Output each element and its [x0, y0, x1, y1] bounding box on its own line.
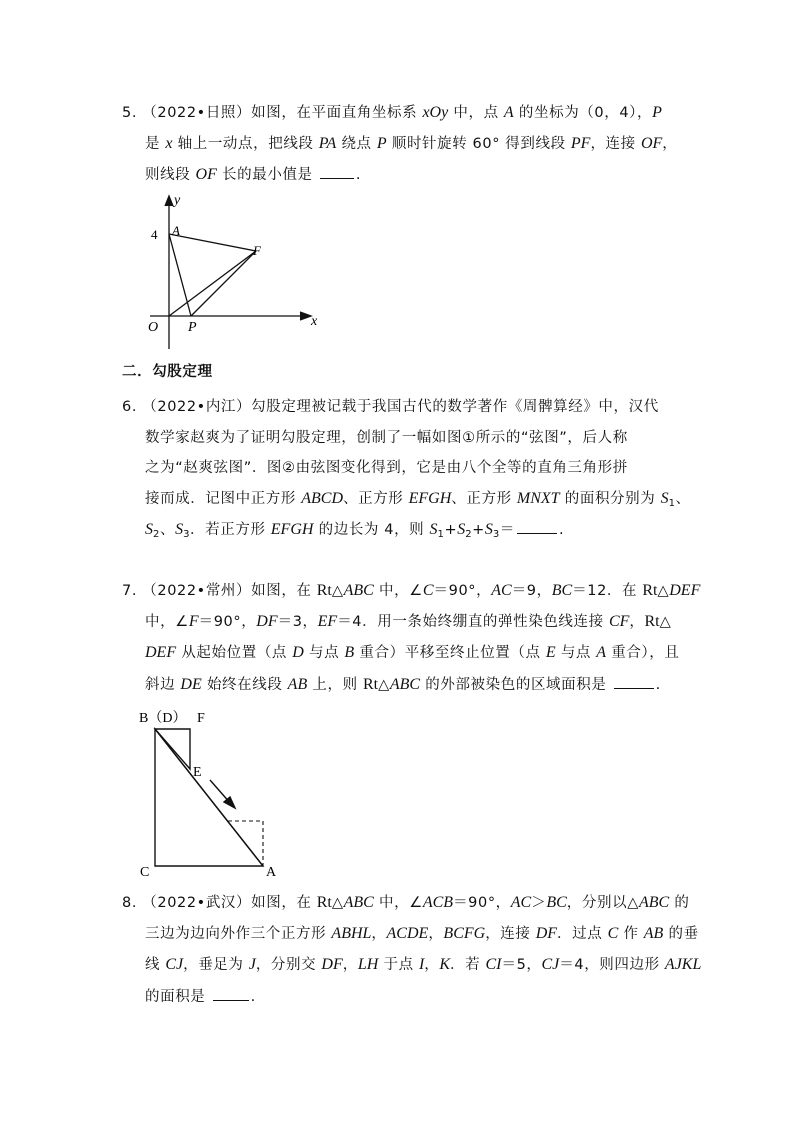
q5-label-y: y — [174, 193, 181, 208]
q5-number: 5. — [122, 105, 138, 121]
q8-line-1: 8. （2022•武汉）如图，在 Rt△ABC 中，∠ACB＝90°，AC＞BC，分别以△ABC 的 — [122, 894, 690, 911]
q5-line-3: 则线段 OF 长的最小值是 . — [145, 166, 362, 183]
q5-line-2: 是 x 轴上一动点，把线段 PA 绕点 P 顺时针旋转 60° 得到线段 PF，连接 OF， — [145, 135, 678, 152]
section-heading: 二．勾股定理 — [122, 364, 213, 380]
q5-label-4: 4 — [151, 227, 158, 242]
q5-label-F: F — [253, 243, 261, 258]
q5-label-A: A — [172, 223, 180, 238]
q7-stroke-DE-on-AB — [155, 729, 263, 866]
q7-line-2: 中，∠F＝90°，DF＝3，EF＝4．用一条始终绷直的弹性染色线连接 CF，Rt△ — [145, 613, 672, 630]
q8-line-3: 线 CJ，垂足为 J，分别交 DF，LH 于点 I，K．若 CI＝5，CJ＝4，则四边形 AJKL — [145, 956, 702, 973]
q7-label-F: F — [197, 711, 205, 726]
q5-line-1: 5. （2022•日照）如图，在平面直角坐标系 xOy 中，点 A 的坐标为（0，4），P — [122, 104, 662, 121]
q7-label-BD: B（D） — [139, 711, 187, 726]
q6-number: 6. — [122, 399, 138, 415]
q8-line-4: 的面积是 . — [145, 986, 256, 1007]
q7-label-C: C — [140, 865, 150, 880]
q6-line-3: 之为“赵爽弦图”．图②由弦图变化得到，它是由八个全等的直角三角形拼 — [145, 460, 628, 476]
q6-line-1: 6. （2022•内江）勾股定理被记载于我国古代的数学著作《周髀算经》中，汉代 — [122, 399, 659, 415]
q7-line-4: 斜边 DE 始终在线段 AB 上，则 Rt△ABC 的外部被染色的区域面积是 . — [145, 676, 661, 693]
q7-line-3: DEF 从起始位置（点 D 与点 B 重合）平移至终止位置（点 E 与点 A 重合），且 — [145, 644, 680, 661]
q6-line-2: 数学家赵爽为了证明勾股定理，创制了一幅如图①所示的“弦图”，后人称 — [145, 430, 628, 446]
q7-line-1: 7. （2022•常州）如图，在 Rt△ABC 中，∠C＝90°，AC＝9，BC＝12．在 Rt△DEF — [122, 582, 701, 599]
q8-answer-blank[interactable] — [213, 986, 249, 1001]
q6-line-5: $S_2$、$S_3$．若正方形 EFGH 的边长为 4，则 $S_1+S_2+S_3=$ . — [145, 521, 565, 540]
q5-label-O: O — [148, 320, 159, 335]
q5-label-P: P — [188, 320, 197, 335]
q7-label-A: A — [266, 865, 277, 880]
q8-line-2: 三边为边向外作三个正方形 ABHL，ACDE，BCFG，连接 DF．过点 C 作 AB 的垂 — [145, 925, 699, 942]
q8-number: 8. — [122, 895, 138, 911]
q7-label-E: E — [193, 765, 202, 780]
q5-label-x: x — [311, 314, 318, 329]
q7-number: 7. — [122, 583, 138, 599]
q6-line-4: 接而成．记图中正方形 ABCD、正方形 EFGH、正方形 MNXT 的面积分别为 $S_1$、 — [145, 490, 691, 509]
